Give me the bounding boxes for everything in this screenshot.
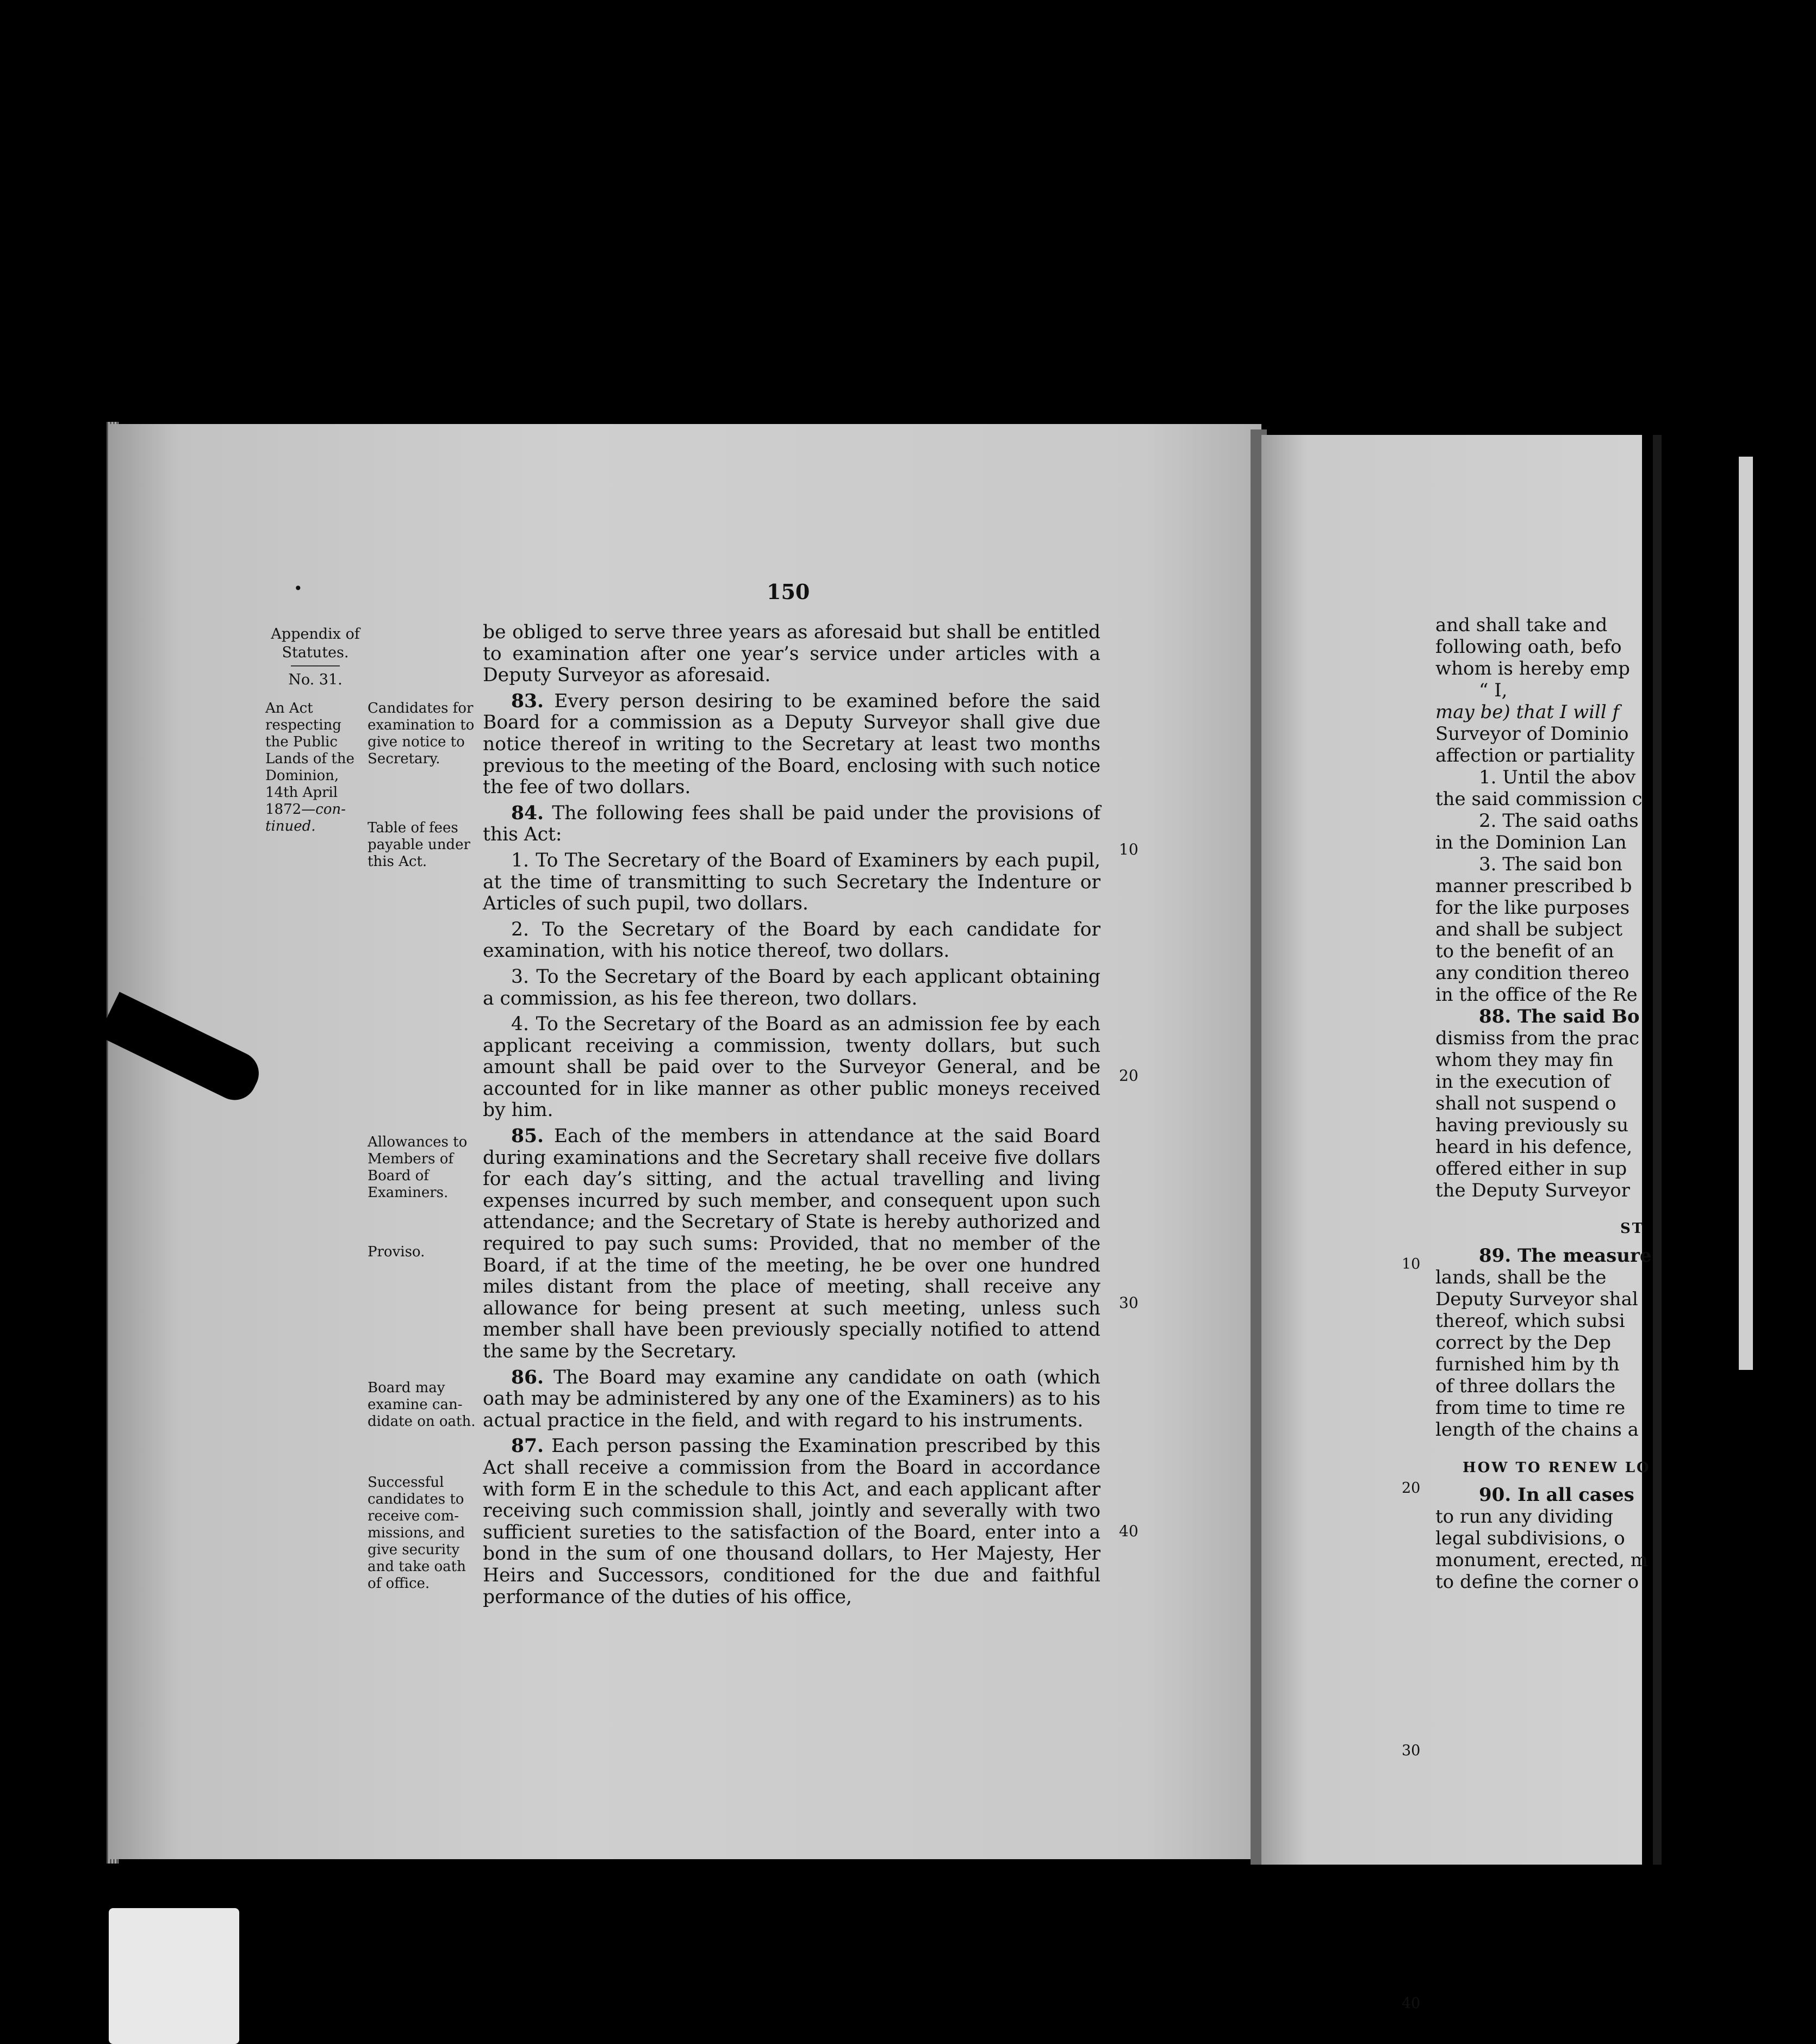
section-84 <box>483 803 1100 846</box>
right-line: correct by the Dep <box>1435 1332 1612 1354</box>
page-mark: • <box>294 579 303 597</box>
appendix-heading: Appendix of Statutes. <box>271 626 360 661</box>
right-line: the Deputy Surveyor <box>1435 1180 1630 1201</box>
side-note-s87: Successful candidates to receive commissions, and give security and take oath of office. <box>368 1474 466 1592</box>
right-line: thereof, which subsi <box>1435 1310 1625 1332</box>
side-note-s84: Table of fees payable under this Act. <box>368 820 470 870</box>
scanner-bar <box>1653 435 1662 1865</box>
right-line: Surveyor of Dominio <box>1435 723 1629 745</box>
right-line: heard in his defence, <box>1435 1136 1633 1158</box>
right-page-text <box>1435 614 1816 1593</box>
right-line: HOW TO RENEW LO <box>1463 1460 1651 1476</box>
right-line: offered either in sup <box>1435 1158 1627 1180</box>
right-line: furnished him by th <box>1435 1354 1620 1375</box>
side-note-s85: Allowances to Members of Board of Examiners. <box>368 1134 468 1201</box>
act-desc-text: An Act respecting the Public Lands of the Dominion, 14th April 1872— <box>265 700 355 818</box>
section-text: Every person desiring to be examined before the said Board for a commission as a Deputy Surveyor shall give due notice thereof in writing to the Secretary at least two months previous to the meeting of the Board, enclosing with such notice the fee of two dollars. <box>483 690 1100 799</box>
right-line: from time to time re <box>1435 1397 1626 1419</box>
section-86 <box>483 1367 1100 1432</box>
right-line: legal subdivisions, o <box>1435 1528 1625 1549</box>
right-line-number: 40 <box>1402 1995 1421 2012</box>
fee-item-3: 3. To the Secretary of the Board by each applicant obtaining a commission, as his fee thereon, two dollars. <box>483 965 1100 1009</box>
section-85 <box>483 1126 1100 1363</box>
right-line: manner prescribed b <box>1435 875 1632 897</box>
paragraph-continuation: be obliged to serve three years as aforesaid but shall be entitled to examination after one year’s service under articles with a Deputy Surveyor as aforesaid. <box>483 621 1100 687</box>
right-line: dismiss from the prac <box>1435 1027 1640 1049</box>
section-83 <box>483 691 1100 799</box>
right-line: 1. Until the abov <box>1479 766 1636 788</box>
right-line: “ I, <box>1479 680 1508 701</box>
section-text: Each of the members in attendance at the said Board during examinations and the Secretary shall receive five dollars for each day’s sitting, and the actual travelling and living expenses incurred by such member, and consequent upon such attendance; and the Secretary of State is hereby authorized and required to pay such sums: Provided, that no member of the Board, if at the time of the meeting, he be over one hundred miles distant from the place of meeting, shall receive any allowance for being present at such meeting, unless such member shall have been previously specially notified to attend the same by the Secretary. <box>483 1125 1100 1362</box>
right-line: in the execution of <box>1435 1071 1610 1093</box>
body-text <box>483 622 1100 1612</box>
right-line: whom they may fin <box>1435 1049 1614 1071</box>
header-rule <box>291 665 340 666</box>
next-page-strip <box>1739 457 1753 1370</box>
act-description <box>265 700 363 835</box>
right-line: 2. The said oaths <box>1479 810 1639 832</box>
right-line: 88. The said Bo <box>1479 1006 1640 1027</box>
section-number: 87. <box>511 1435 544 1457</box>
right-page <box>1261 435 1652 2012</box>
right-line-number: 10 <box>1402 1256 1421 1273</box>
section-number: 84. <box>511 802 544 824</box>
page-number: 150 <box>767 579 810 604</box>
right-line: of three dollars the <box>1435 1375 1616 1397</box>
right-line: in the office of the Re <box>1435 984 1638 1006</box>
right-line: 3. The said bon <box>1479 853 1623 875</box>
act-number: No. 31. <box>288 671 343 688</box>
corner-card <box>109 1908 239 2044</box>
section-number: 83. <box>511 690 544 712</box>
right-line: to run any dividing <box>1435 1506 1614 1528</box>
right-line: may be) that I will f <box>1435 701 1620 723</box>
fee-item-2: 2. To the Secretary of the Board by each candidate for examination, with his notice thereof, two dollars. <box>483 918 1100 962</box>
section-number: 86. <box>511 1366 544 1388</box>
right-line: Deputy Surveyor shal <box>1435 1288 1638 1310</box>
right-line: the said commission c <box>1435 788 1643 810</box>
act-continued: continued. <box>265 801 346 834</box>
right-line: in the Dominion Lan <box>1435 832 1627 853</box>
right-line: to the benefit of an <box>1435 940 1614 962</box>
right-line: 89. The measure <box>1479 1245 1652 1267</box>
right-line: any condition thereo <box>1435 962 1630 984</box>
line-number-30: 30 <box>1119 1294 1139 1312</box>
side-note-proviso: Proviso. <box>368 1244 425 1260</box>
right-line: shall not suspend o <box>1435 1093 1616 1114</box>
right-line: and shall take and <box>1435 614 1608 636</box>
side-note-s83: Candidates for examination to give notice to Secretary. <box>368 700 475 767</box>
right-line: having previously su <box>1435 1114 1628 1136</box>
right-line: whom is hereby emp <box>1435 658 1630 680</box>
right-line: monument, erected, m <box>1435 1549 1648 1571</box>
appendix-header <box>261 625 370 689</box>
side-note-s86: Board may examine candidate on oath. <box>368 1380 476 1430</box>
right-line-number: 20 <box>1402 1480 1421 1497</box>
right-line: 90. In all cases <box>1479 1484 1634 1506</box>
right-line: for the like purposes <box>1435 897 1630 919</box>
right-line: and shall be subject <box>1435 919 1623 940</box>
section-87 <box>483 1436 1100 1608</box>
right-line: affection or partiality <box>1435 745 1635 766</box>
section-text: The Board may examine any candidate on oath (which oath may be administered by any one of the Examiners) as to his actual practice in the field, and with regard to his instruments. <box>483 1366 1101 1431</box>
right-line: ST <box>1620 1220 1645 1237</box>
line-number-20: 20 <box>1119 1067 1139 1085</box>
right-line: lands, shall be the <box>1435 1267 1607 1288</box>
section-text: Each person passing the Examination prescribed by this Act shall receive a commission from the Board in accordance with form E in the schedule to this Act, and each applicant after receiving such commission shall, jointly and severally with two sufficient sureties to the satisfaction of the Board, enter into a bond in the sum of one thousand dollars, to Her Majesty, Her Heirs and Successors, conditioned for the due and faithful performance of the duties of his office, <box>483 1435 1100 1608</box>
fee-item-1: 1. To The Secretary of the Board of Examiners by each pupil, at the time of transmitting to such Secretary the Indenture or Articles of such pupil, two dollars. <box>483 849 1100 915</box>
fee-item-4: 4. To the Secretary of the Board as an admission fee by each applicant receiving a commission, twenty dollars, but such amount shall be paid over to the Surveyor General, and be accounted for in like manner as other public moneys received by him. <box>483 1013 1100 1121</box>
section-text: The following fees shall be paid under the provisions of this Act: <box>483 802 1101 846</box>
right-line: to define the corner o <box>1435 1571 1639 1593</box>
right-line: following oath, befo <box>1435 636 1622 658</box>
section-number: 85. <box>511 1125 544 1148</box>
right-line-number: 30 <box>1402 1742 1421 1759</box>
right-line: length of the chains a <box>1435 1419 1639 1441</box>
line-number-10: 10 <box>1119 840 1139 858</box>
line-number-40: 40 <box>1119 1522 1139 1540</box>
